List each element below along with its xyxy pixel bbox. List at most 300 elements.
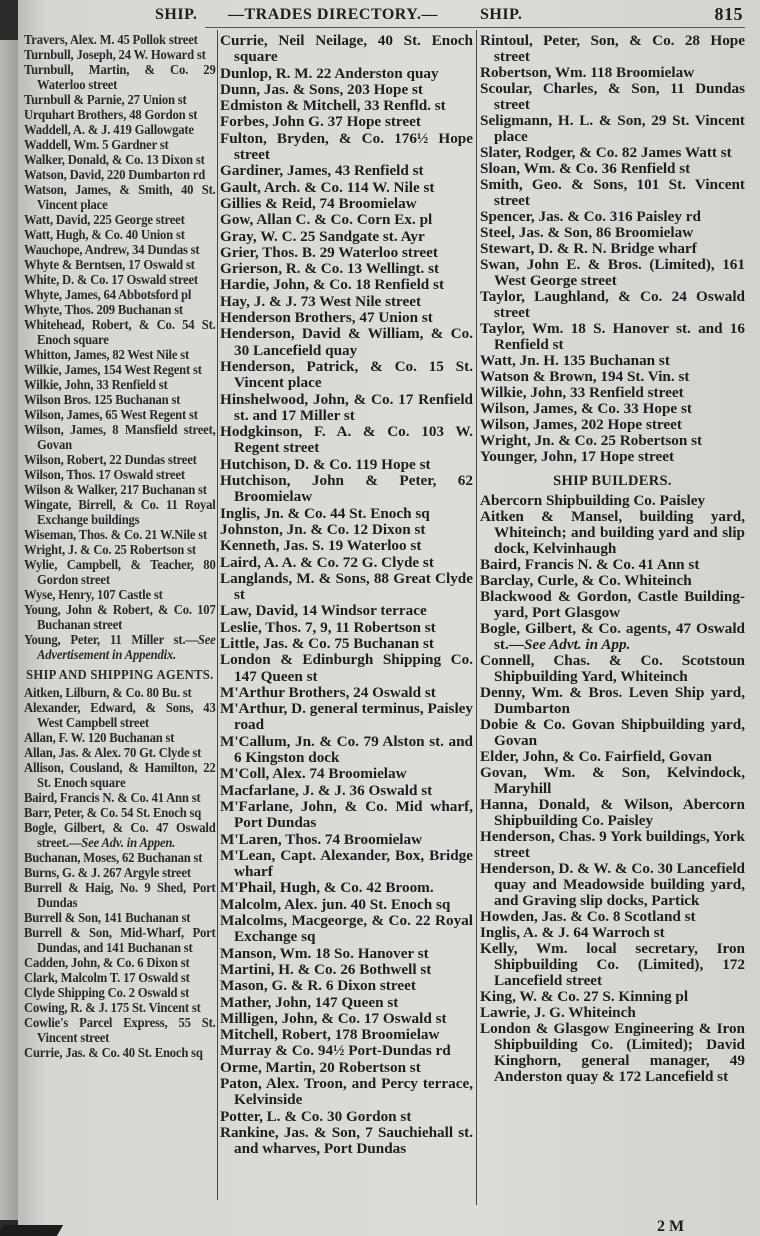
- entry-text: Buchanan, Moses, 62 Buchanan st: [24, 850, 203, 865]
- directory-entry: [24, 422, 216, 452]
- entry-text: Wauchope, Andrew, 34 Dundas st: [24, 242, 200, 257]
- directory-entry: [220, 82, 473, 98]
- entry-text: Wilson, James, 8 Mansfield street, Govan: [24, 422, 216, 452]
- directory-entry: [220, 1109, 473, 1125]
- entry-text: Orme, Martin, 20 Robertson st: [220, 1058, 421, 1076]
- entry-text: Wyse, Henry, 107 Castle st: [24, 587, 163, 602]
- entry-text: Baird, Francis N. & Co. 41 Ann st: [24, 790, 201, 805]
- entry-text: Whitehead, Robert, & Co. 54 St. Enoch square: [24, 317, 216, 347]
- directory-entry: [24, 242, 216, 257]
- entry-text: Denny, Wm. & Bros. Leven Ship yard, Dumbarton: [480, 684, 745, 717]
- directory-entry: [24, 1045, 216, 1060]
- directory-entry: [24, 700, 216, 730]
- entry-text: Gault, Arch. & Co. 114 W. Nile st: [220, 178, 435, 196]
- entry-text: Younger, John, 17 Hope street: [480, 448, 675, 465]
- entry-text: Spencer, Jas. & Co. 316 Paisley rd: [480, 208, 701, 225]
- entry-text: Turnbull, Martin, & Co. 29 Waterloo street: [24, 62, 216, 92]
- directory-entry: [24, 685, 216, 700]
- directory-entry: [24, 377, 216, 392]
- directory-entry: [24, 302, 216, 317]
- entry-text: Wilson, James, & Co. 33 Hope st: [480, 400, 692, 417]
- entry-text: Rintoul, Peter, Son, & Co. 28 Hope street: [480, 32, 745, 65]
- entry-text: Alexander, Edward, & Sons, 43 West Campbell street: [24, 700, 216, 730]
- entry-text: Watt, Jn. H. 135 Buchanan st: [480, 352, 670, 369]
- directory-entry: [24, 925, 216, 955]
- entry-text: Taylor, Laughland, & Co. 24 Oswald street: [480, 288, 745, 321]
- directory-entry: [220, 1043, 473, 1059]
- directory-entry: [24, 820, 216, 850]
- directory-entry: [220, 620, 473, 636]
- directory-entry: [220, 196, 473, 212]
- entry-text: Blackwood & Gordon, Castle Building-yard, Port Glasgow: [480, 588, 745, 621]
- entry-text: Smith, Geo. & Sons, 101 St. Vincent street: [480, 176, 745, 209]
- entry-text: Clyde Shipping Co. 2 Oswald st: [24, 985, 190, 1000]
- entry-text: Scoular, Charles, & Son, 11 Dundas street: [480, 80, 745, 113]
- entry-text: Hutchison, John & Peter, 62 Broomielaw: [220, 472, 473, 506]
- directory-entry: [480, 65, 745, 81]
- entry-text: Rankine, Jas. & Son, 7 Sauchiehall st. and wharves, Port Dundas: [220, 1123, 473, 1158]
- directory-entry: [220, 457, 473, 473]
- directory-entry: [24, 730, 216, 745]
- entry-text: Waddell, A. & J. 419 Gallowgate: [24, 122, 194, 137]
- directory-entry: [220, 261, 473, 277]
- entry-text: Leslie, Thos. 7, 9, 11 Robertson st: [220, 618, 436, 636]
- directory-entry: [220, 1076, 473, 1109]
- entry-text: Hutchison, D. & Co. 119 Hope st: [220, 455, 431, 473]
- directory-entry: [24, 970, 216, 985]
- entry-text: Bogle, Gilbert, & Co. 47 Oswald street.—: [24, 820, 216, 850]
- directory-entry: [480, 685, 745, 717]
- entry-text: Watt, Hugh, & Co. 40 Union st: [24, 227, 185, 242]
- directory-entry: [480, 925, 745, 941]
- directory-entry: [24, 362, 216, 377]
- entry-text: Lawrie, J. G. Whiteinch: [480, 1004, 636, 1021]
- column-divider: [476, 30, 477, 1205]
- directory-entry: [24, 955, 216, 970]
- directory-entry: [220, 571, 473, 604]
- directory-entry: [220, 603, 473, 619]
- entry-text: M'Arthur, D. general terminus, Paisley road: [220, 700, 473, 734]
- directory-entry: [220, 1125, 473, 1158]
- directory-entry: [480, 209, 745, 225]
- entry-text: Robertson, Wm. 118 Broomielaw: [480, 64, 695, 81]
- entry-text: Cowlie's Parcel Express, 55 St. Vincent street: [24, 1015, 216, 1045]
- directory-entry: [480, 621, 745, 653]
- directory-entry: [24, 347, 216, 362]
- entry-text: Allison, Cousland, & Hamilton, 22 St. Enoch square: [24, 760, 216, 790]
- entry-advert-note: See Advt. in App.: [523, 636, 631, 653]
- directory-entry: [480, 113, 745, 145]
- entry-text: Abercorn Shipbuilding Co. Paisley: [480, 492, 706, 509]
- entry-text: Mason, G. & R. 6 Dixon street: [220, 977, 416, 995]
- entry-text: Hanna, Donald, & Wilson, Abercorn Shipbuilding Co. Paisley: [480, 796, 745, 829]
- directory-entry: [24, 317, 216, 347]
- entry-text: Kelly, Wm. local secretary, Iron Shipbuilding Co. (Limited), 172 Lancefield street: [480, 940, 745, 989]
- entry-text: Inglis, A. & J. 64 Warroch st: [480, 924, 665, 941]
- directory-entry: [220, 392, 473, 425]
- directory-entry: [24, 467, 216, 482]
- entry-text: Barr, Peter, & Co. 54 St. Enoch sq: [24, 805, 202, 820]
- directory-entry: [220, 701, 473, 734]
- entry-text: Gow, Allan C. & Co. Corn Ex. pl: [220, 211, 433, 229]
- directory-entry: [480, 509, 745, 557]
- entry-text: Dunn, Jas. & Sons, 203 Hope st: [220, 80, 423, 98]
- directory-entry: [24, 152, 216, 167]
- entry-text: Wilson & Walker, 217 Buchanan st: [24, 482, 207, 497]
- directory-entry: [24, 880, 216, 910]
- entry-text: Watt, David, 225 George street: [24, 212, 185, 227]
- directory-entry: [220, 880, 473, 896]
- entry-text: Wilkie, James, 154 West Regent st: [24, 362, 202, 377]
- directory-entry: [480, 797, 745, 829]
- entry-text: Wilkie, John, 33 Renfield st: [24, 377, 168, 392]
- directory-entry: [24, 850, 216, 865]
- entry-text: Cadden, John, & Co. 6 Dixon st: [24, 955, 190, 970]
- entry-text: Hinshelwood, John, & Co. 17 Renfield st. and 17 Miller st: [220, 390, 473, 424]
- entry-text: Burns, G. & J. 267 Argyle street: [24, 865, 191, 880]
- directory-entry: [480, 161, 745, 177]
- entry-text: Wilson Bros. 125 Buchanan st: [24, 392, 181, 407]
- column-left: [24, 32, 216, 1060]
- entry-text: M'Lean, Capt. Alexander, Box, Bridge wharf: [220, 846, 473, 881]
- entry-text: Stewart, D. & R. N. Bridge wharf: [480, 240, 697, 257]
- entry-text: Gardiner, James, 43 Renfield st: [220, 162, 424, 180]
- directory-entry: [24, 790, 216, 805]
- directory-entry: [220, 114, 473, 130]
- directory-entry: [220, 978, 473, 994]
- entry-text: Whyte & Berntsen, 17 Oswald st: [24, 257, 195, 272]
- directory-entry: [480, 145, 745, 161]
- entry-text: Barclay, Curle, & Co. Whiteinch: [480, 572, 692, 589]
- directory-entry: [480, 1005, 745, 1021]
- entry-text: Turnbull & Parnie, 27 Union st: [24, 92, 187, 107]
- entry-text: Martini, H. & Co. 26 Bothwell st: [220, 960, 432, 978]
- directory-entry: [220, 229, 473, 245]
- entry-text: Watson & Brown, 194 St. Vin. st: [480, 368, 690, 385]
- directory-entry: [480, 33, 745, 65]
- directory-entry: [24, 602, 216, 632]
- entry-text: Grierson, R. & Co. 13 Wellingt. st: [220, 260, 440, 278]
- page-number: 815: [714, 4, 743, 24]
- directory-entry: [480, 829, 745, 861]
- entry-text: Young, John & Robert, & Co. 107 Buchanan street: [24, 602, 216, 632]
- directory-entry: [220, 1011, 473, 1027]
- entry-text: M'Phail, Hugh, & Co. 42 Broom.: [220, 879, 434, 897]
- directory-entry: [220, 995, 473, 1011]
- entry-text: Watson, David, 220 Dumbarton rd: [24, 167, 206, 182]
- signature-mark: 2 M: [657, 1218, 685, 1235]
- entry-text: Taylor, Wm. 18 S. Hanover st. and 16 Renfield st: [480, 320, 745, 353]
- entry-text: Elder, John, & Co. Fairfield, Govan: [480, 748, 712, 765]
- entry-text: Henderson Brothers, 47 Union st: [220, 309, 433, 327]
- directory-entry: [220, 294, 473, 310]
- entry-text: Henderson, Chas. 9 York buildings, York street: [480, 828, 745, 861]
- entry-text: Baird, Francis N. & Co. 41 Ann st: [480, 556, 700, 573]
- directory-entry: [220, 652, 473, 685]
- directory-entry: [220, 180, 473, 196]
- entry-text: Currie, Neil Neilage, 40 St. Enoch square: [220, 32, 473, 66]
- entry-text: Wilson, James, 202 Hope street: [480, 416, 682, 433]
- directory-entry: [220, 799, 473, 832]
- entry-text: M'Callum, Jn. & Co. 79 Alston st. and 6 Kingston dock: [220, 732, 473, 767]
- header-left: SHIP.: [155, 6, 198, 23]
- entry-text: Travers, Alex. M. 45 Pollok street: [24, 32, 198, 47]
- directory-entry: [220, 555, 473, 571]
- entry-text: Murray & Co. 94½ Port-Dundas rd: [220, 1042, 451, 1060]
- directory-entry: [220, 783, 473, 799]
- directory-entry: [220, 424, 473, 457]
- section-heading: SHIP AND SHIPPING AGENTS.: [26, 667, 214, 682]
- entry-text: Wright, J. & Co. 25 Robertson st: [24, 542, 196, 557]
- directory-entry: [480, 177, 745, 209]
- directory-entry: [480, 257, 745, 289]
- entry-text: Kenneth, Jas. S. 19 Waterloo st: [220, 537, 422, 555]
- entry-text: Dunlop, R. M. 22 Anderston quay: [220, 64, 439, 82]
- directory-entry: [480, 653, 745, 685]
- directory-entry: [24, 47, 216, 62]
- entry-text: London & Glasgow Engineering & Iron Shipbuilding Co. (Limited); David Kinghorn, general manager, 49 Anderston quay & 172 Lancefield st: [480, 1020, 745, 1085]
- entry-text: Clark, Malcolm T. 17 Oswald st: [24, 970, 190, 985]
- entry-text: Burrell & Son, Mid-Wharf, Port Dundas, and 141 Buchanan st: [24, 925, 216, 955]
- entry-text: M'Arthur Brothers, 24 Oswald st: [220, 683, 436, 701]
- entry-text: Laird, A. A. & Co. 72 G. Clyde st: [220, 553, 434, 571]
- directory-entry: [480, 941, 745, 989]
- entry-text: Hardie, John, & Co. 18 Renfield st: [220, 276, 445, 294]
- directory-entry: [24, 287, 216, 302]
- header-title: —TRADES DIRECTORY.—: [228, 6, 438, 23]
- entry-text: Currie, Jas. & Co. 40 St. Enoch sq: [24, 1045, 203, 1060]
- directory-entry: [220, 946, 473, 962]
- directory-entry: [480, 589, 745, 621]
- entry-text: M'Farlane, John, & Co. Mid wharf, Port Dundas: [220, 797, 473, 832]
- directory-entry: [480, 1021, 745, 1085]
- directory-entry: [24, 1015, 216, 1045]
- entry-text: Gillies & Reid, 74 Broomielaw: [220, 194, 417, 212]
- directory-entry: [220, 636, 473, 652]
- entry-text: Gray, W. C. 25 Sandgate st. Ayr: [220, 227, 425, 245]
- entry-text: Potter, L. & Co. 30 Gordon st: [220, 1107, 412, 1125]
- entry-text: Wylie, Campbell, & Teacher, 80 Gordon street: [24, 557, 216, 587]
- entry-text: Allan, Jas. & Alex. 70 Gt. Clyde st: [24, 745, 202, 760]
- directory-entry: [220, 962, 473, 978]
- entry-text: Walker, Donald, & Co. 13 Dixon st: [24, 152, 205, 167]
- entry-text: Wilson, Robert, 22 Dundas street: [24, 452, 197, 467]
- directory-entry: [480, 493, 745, 509]
- entry-text: Watson, James, & Smith, 40 St. Vincent place: [24, 182, 216, 212]
- directory-entry: [24, 910, 216, 925]
- directory-entry: [24, 557, 216, 587]
- entry-text: Henderson, Patrick, & Co. 15 St. Vincent place: [220, 357, 473, 392]
- entry-text: Dobie & Co. Govan Shipbuilding yard, Govan: [480, 716, 745, 749]
- directory-entry: [24, 1000, 216, 1015]
- directory-entry: [220, 473, 473, 506]
- column-divider: [217, 30, 218, 1200]
- directory-entry: [24, 527, 216, 542]
- directory-entry: [220, 212, 473, 228]
- directory-entry: [24, 745, 216, 760]
- directory-entry: [480, 417, 745, 433]
- directory-entry: [24, 257, 216, 272]
- directory-entry: [480, 369, 745, 385]
- entry-text: King, W. & Co. 27 S. Kinning pl: [480, 988, 689, 1005]
- directory-entry: [480, 401, 745, 417]
- directory-entry: [24, 32, 216, 47]
- directory-entry: [480, 289, 745, 321]
- entry-text: Johnston, Jn. & Co. 12 Dixon st: [220, 520, 426, 538]
- directory-entry: [24, 805, 216, 820]
- entry-text: Fulton, Bryden, & Co. 176½ Hope street: [220, 129, 473, 164]
- entry-text: Turnbull, Joseph, 24 W. Howard st: [24, 47, 206, 62]
- entry-text: Sloan, Wm. & Co. 36 Renfield st: [480, 160, 691, 177]
- directory-entry: [220, 33, 473, 66]
- entry-text: Mitchell, Robert, 178 Broomielaw: [220, 1026, 440, 1044]
- entry-text: Connell, Chas. & Co. Scotstoun Shipbuilding Yard, Whiteinch: [480, 652, 745, 685]
- directory-entry: [480, 861, 745, 909]
- entry-text: Bogle, Gilbert, & Co. agents, 47 Oswald st.—: [480, 620, 745, 653]
- directory-entry: [220, 98, 473, 114]
- directory-entry: [220, 277, 473, 293]
- entry-text: White, D. & Co. 17 Oswald street: [24, 272, 198, 287]
- directory-entry: [220, 913, 473, 946]
- entry-text: Wiseman, Thos. & Co. 21 W.Nile st: [24, 527, 208, 542]
- entry-text: Hodgkinson, F. A. & Co. 103 W. Regent street: [220, 423, 473, 457]
- directory-entry: [480, 573, 745, 589]
- directory-entry: [24, 92, 216, 107]
- header-rule: [205, 27, 745, 28]
- entry-text: Slater, Rodger, & Co. 82 James Watt st: [480, 144, 732, 161]
- directory-entry: [24, 760, 216, 790]
- directory-entry: [480, 557, 745, 573]
- directory-entry: [220, 848, 473, 881]
- directory-entry: [480, 81, 745, 113]
- directory-entry: [220, 1060, 473, 1076]
- directory-entry: [24, 632, 216, 662]
- directory-entry: [220, 1027, 473, 1043]
- entry-text: Wilson, James, 65 West Regent st: [24, 407, 198, 422]
- directory-entry: [24, 985, 216, 1000]
- entry-text: Wingate, Birrell, & Co. 11 Royal Exchange buildings: [24, 497, 216, 527]
- entry-text: Paton, Alex. Troon, and Percy terrace, Kelvinside: [220, 1075, 473, 1109]
- directory-entry: [220, 326, 473, 359]
- entry-text: Little, Jas. & Co. 75 Buchanan st: [220, 634, 434, 652]
- book-shadow: [0, 1225, 63, 1236]
- directory-entry: [220, 734, 473, 767]
- entry-text: Henderson, D. & W. & Co. 30 Lancefield quay and Meadowside building yard, and Graving slip docks, Partick: [480, 860, 745, 909]
- entry-text: Langlands, M. & Sons, 88 Great Clyde st: [220, 569, 473, 604]
- entry-text: Inglis, Jn. & Co. 44 St. Enoch sq: [220, 504, 430, 522]
- directory-entry: [220, 522, 473, 538]
- column-middle: [220, 33, 473, 1157]
- directory-entry: [24, 107, 216, 122]
- directory-entry: [24, 865, 216, 880]
- entry-text: M'Coll, Alex. 74 Broomielaw: [220, 765, 407, 783]
- directory-entry: [220, 66, 473, 82]
- entry-text: Law, David, 14 Windsor terrace: [220, 602, 427, 620]
- directory-entry: [220, 245, 473, 261]
- entry-text: Manson, Wm. 18 So. Hanover st: [220, 944, 429, 962]
- entry-text: Mather, John, 147 Queen st: [220, 993, 399, 1011]
- entry-text: Swan, John E. & Bros. (Limited), 161 West George street: [480, 256, 745, 289]
- directory-entry: [480, 385, 745, 401]
- directory-entry: [24, 392, 216, 407]
- entry-text: Wilkie, John, 33 Renfield street: [480, 384, 684, 401]
- directory-entry: [480, 717, 745, 749]
- directory-entry: [220, 359, 473, 392]
- entry-text: Wilson, Thos. 17 Oswald street: [24, 467, 185, 482]
- entry-text: Hay, J. & J. 73 West Nile street: [220, 292, 422, 310]
- entry-text: Young, Peter, 11 Miller st.—: [24, 632, 198, 647]
- directory-entry: [480, 749, 745, 765]
- directory-entry: [24, 587, 216, 602]
- entry-text: Burrell & Son, 141 Buchanan st: [24, 910, 191, 925]
- entry-text: London & Edinburgh Shipping Co. 147 Queen st: [220, 651, 473, 685]
- entry-text: Allan, F. W. 120 Buchanan st: [24, 730, 175, 745]
- directory-entry: [220, 163, 473, 179]
- directory-entry: [24, 122, 216, 137]
- entry-text: Govan, Wm. & Son, Kelvindock, Maryhill: [480, 764, 745, 797]
- entry-text: Aitken & Mansel, building yard, Whiteinch; and building yard and slip dock, Kelvinhaugh: [480, 508, 745, 557]
- entry-text: Malcolm, Alex. jun. 40 St. Enoch sq: [220, 895, 451, 913]
- directory-entry: [24, 497, 216, 527]
- section-heading: SHIP BUILDERS.: [553, 473, 672, 489]
- directory-entry: [480, 989, 745, 1005]
- entry-text: Grier, Thos. B. 29 Waterloo street: [220, 243, 438, 261]
- directory-entry: [24, 227, 216, 242]
- entry-text: Steel, Jas. & Son, 86 Broomielaw: [480, 224, 694, 241]
- entry-text: Cowing, R. & J. 175 St. Vincent st: [24, 1000, 201, 1015]
- entry-text: Henderson, David & William, & Co. 30 Lancefield quay: [220, 325, 473, 359]
- directory-entry: [480, 321, 745, 353]
- directory-entry: [480, 353, 745, 369]
- entry-text: Forbes, John G. 37 Hope street: [220, 113, 421, 131]
- directory-entry: [480, 765, 745, 797]
- entry-text: Aitken, Lilburn, & Co. 80 Bu. st: [24, 685, 192, 700]
- header-right: SHIP.: [480, 6, 523, 23]
- directory-entry: [220, 685, 473, 701]
- directory-entry: [220, 506, 473, 522]
- directory-entry: [220, 538, 473, 554]
- directory-entry: [24, 272, 216, 287]
- entry-text: Waddell, Wm. 5 Gardner st: [24, 137, 169, 152]
- entry-text: Edmiston & Mitchell, 33 Renfld. st: [220, 97, 446, 115]
- entry-text: Malcolms, Macgeorge, & Co. 22 Royal Exchange sq: [220, 912, 473, 946]
- entry-text: Milligen, John, & Co. 17 Oswald st: [220, 1009, 447, 1027]
- directory-entry: [24, 62, 216, 92]
- entry-advert-note: See Adv. in Appen.: [81, 835, 176, 850]
- directory-entry: [480, 225, 745, 241]
- directory-entry: [24, 167, 216, 182]
- column-right: [480, 33, 745, 1085]
- directory-entry: [480, 241, 745, 257]
- entry-text: Whyte, Thos. 209 Buchanan st: [24, 302, 183, 317]
- directory-entry: [220, 766, 473, 782]
- entry-advert-note: See Advertisement in Appendix.: [37, 632, 216, 662]
- entry-text: Howden, Jas. & Co. 8 Scotland st: [480, 908, 696, 925]
- directory-entry: [24, 182, 216, 212]
- directory-entry: [480, 449, 745, 465]
- running-header: [155, 4, 745, 26]
- entry-text: Urquhart Brothers, 48 Gordon st: [24, 107, 198, 122]
- directory-entry: [220, 131, 473, 164]
- directory-entry: [24, 452, 216, 467]
- directory-entry: [24, 542, 216, 557]
- entry-text: Wright, Jn. & Co. 25 Robertson st: [480, 432, 703, 449]
- directory-entry: [480, 433, 745, 449]
- directory-entry: [24, 137, 216, 152]
- entry-text: Whitton, James, 82 West Nile st: [24, 347, 190, 362]
- directory-entry: [220, 897, 473, 913]
- directory-entry: [24, 212, 216, 227]
